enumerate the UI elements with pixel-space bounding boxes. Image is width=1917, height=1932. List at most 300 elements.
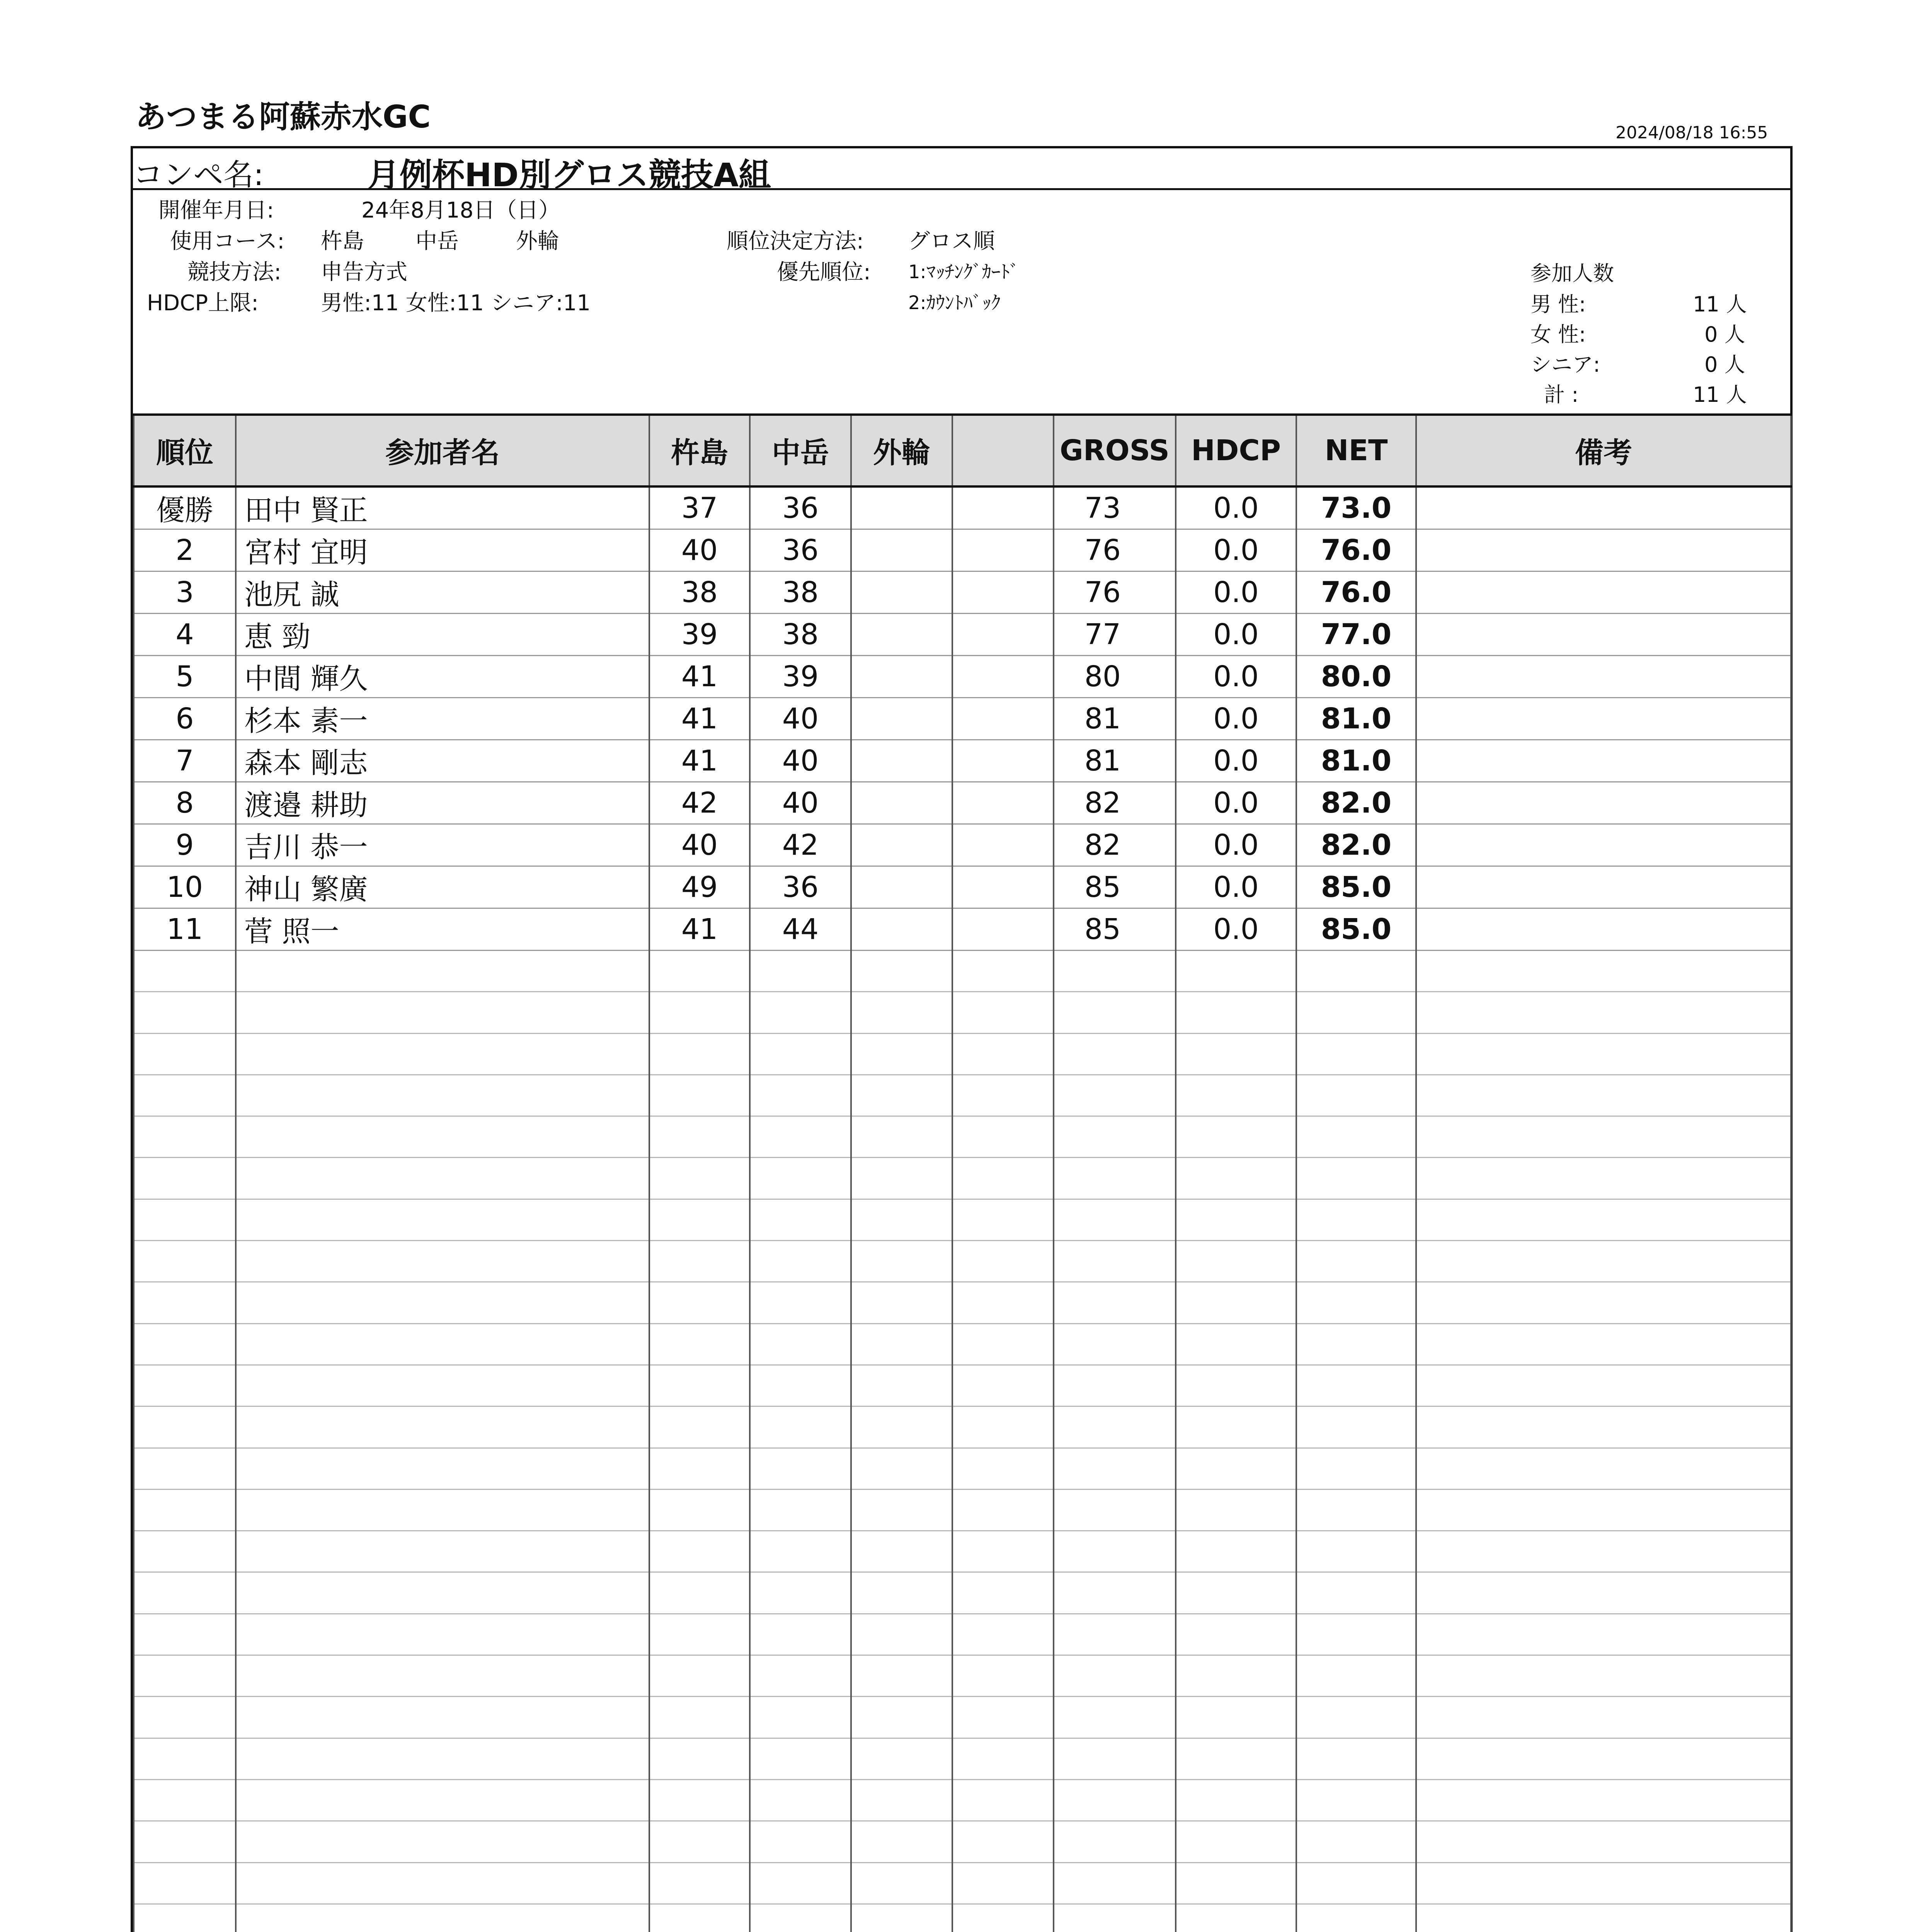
course-3-score (851, 1448, 952, 1489)
remarks-cell (1416, 740, 1791, 782)
empty-row (134, 1448, 1791, 1489)
name-cell (236, 1199, 649, 1240)
hdcp-value (1176, 1572, 1296, 1614)
empty-row (134, 1323, 1791, 1365)
net-score (1296, 1697, 1416, 1738)
name-cell: 杉本 素一 (236, 698, 649, 740)
net-score (1296, 1655, 1416, 1697)
gross-score (1054, 1075, 1176, 1116)
total-count: 11 人 (1693, 383, 1747, 407)
name-cell (236, 1821, 649, 1862)
name-cell (236, 1572, 649, 1614)
course-1-score (649, 1075, 750, 1116)
course-3-score (851, 1158, 952, 1199)
course-2-score (750, 1614, 851, 1655)
hdcp-value (1176, 1323, 1296, 1365)
course-1-score (649, 1448, 750, 1489)
gross-score (1054, 1862, 1176, 1904)
blank-cell (952, 571, 1054, 614)
remarks-cell (1416, 1821, 1791, 1862)
blank-cell (952, 740, 1054, 782)
date-label: 開催年月日: (158, 198, 274, 223)
blank-cell (952, 1158, 1054, 1199)
blank-cell (952, 1075, 1054, 1116)
net-score (1296, 1158, 1416, 1199)
name-cell (236, 1406, 649, 1448)
blank-cell (952, 951, 1054, 992)
blank-cell (952, 656, 1054, 698)
course-2: 中岳 (415, 229, 459, 254)
empty-row (134, 992, 1791, 1033)
hdcp-value (1176, 1406, 1296, 1448)
course-label: 使用コース: (170, 229, 285, 254)
course-1-score (649, 1779, 750, 1821)
net-score: 82.0 (1296, 824, 1416, 866)
name-cell (236, 1282, 649, 1323)
net-score: 85.0 (1296, 908, 1416, 951)
hdcp-value (1176, 1655, 1296, 1697)
course-3-score (851, 740, 952, 782)
gross-score: 82 (1054, 782, 1176, 824)
empty-row (134, 1655, 1791, 1697)
empty-row (134, 1821, 1791, 1862)
net-score (1296, 1323, 1416, 1365)
course-1-score (649, 1116, 750, 1158)
course-2-score: 39 (750, 656, 851, 698)
blank-cell (952, 1241, 1054, 1282)
net-score (1296, 1075, 1416, 1116)
gross-score: 73 (1054, 486, 1176, 529)
remarks-cell (1416, 782, 1791, 824)
course-3-score (851, 1655, 952, 1697)
course-1-score: 41 (649, 740, 750, 782)
senior-label: シニア: (1531, 352, 1600, 377)
gross-score (1054, 1779, 1176, 1821)
course-2-score (750, 1448, 851, 1489)
rank-cell (134, 1365, 236, 1406)
rank-cell (134, 1241, 236, 1282)
name-cell (236, 992, 649, 1033)
name-cell: 吉川 恭一 (236, 824, 649, 866)
course-1-score (649, 1821, 750, 1862)
gross-score (1054, 1821, 1176, 1862)
remarks-cell (1416, 866, 1791, 908)
rank-cell (134, 1738, 236, 1779)
net-score (1296, 1116, 1416, 1158)
course-2-score (750, 1738, 851, 1779)
course-2-score (750, 1116, 851, 1158)
course-2-score (750, 1199, 851, 1240)
course-3-score (851, 486, 952, 529)
remarks-cell (1416, 486, 1791, 529)
name-cell (236, 1904, 649, 1932)
gross-score: 85 (1054, 866, 1176, 908)
hdcp-value: 0.0 (1176, 529, 1296, 571)
blank-cell (952, 1614, 1054, 1655)
name-cell: 神山 繁廣 (236, 866, 649, 908)
net-score (1296, 1448, 1416, 1489)
course-2-score (750, 951, 851, 992)
gross-score: 85 (1054, 908, 1176, 951)
net-score (1296, 1904, 1416, 1932)
course-1-score: 41 (649, 908, 750, 951)
rank-cell (134, 1531, 236, 1572)
remarks-cell (1416, 1158, 1791, 1199)
competition-name: 月例杯HD別グロス競技A組 (367, 156, 771, 194)
gross-score (1054, 1655, 1176, 1697)
name-cell: 宮村 宜明 (236, 529, 649, 571)
rank-cell (134, 1158, 236, 1199)
course-1-score (649, 1489, 750, 1531)
name-cell: 池尻 誠 (236, 571, 649, 614)
hdcp-value: 0.0 (1176, 824, 1296, 866)
course-1: 杵島 (321, 229, 364, 254)
blank-cell (952, 1282, 1054, 1323)
course-2-score (750, 1655, 851, 1697)
hdcp-value (1176, 1241, 1296, 1282)
remarks-cell (1416, 656, 1791, 698)
hdcp-value (1176, 992, 1296, 1033)
net-score: 80.0 (1296, 656, 1416, 698)
total-label: 計 : (1544, 383, 1579, 407)
course-2-score: 42 (750, 824, 851, 866)
senior-count: 0 人 (1704, 352, 1745, 377)
course-1-score: 41 (649, 656, 750, 698)
header-course-2: 中岳 (750, 415, 851, 486)
gross-score (1054, 951, 1176, 992)
net-score (1296, 992, 1416, 1033)
course-1-score: 42 (649, 782, 750, 824)
hdcp-value (1176, 1282, 1296, 1323)
empty-row (134, 1116, 1791, 1158)
empty-row (134, 1241, 1791, 1282)
course-2-score (750, 1697, 851, 1738)
gross-score (1054, 1531, 1176, 1572)
hdcp-value (1176, 1075, 1296, 1116)
empty-row (134, 1365, 1791, 1406)
net-score: 85.0 (1296, 866, 1416, 908)
gross-score (1054, 1282, 1176, 1323)
hdcp-value (1176, 951, 1296, 992)
competition-label: コンペ名: (133, 158, 264, 192)
course-3-score (851, 1282, 952, 1323)
remarks-cell (1416, 1572, 1791, 1614)
rank-cell (134, 1075, 236, 1116)
net-score (1296, 1406, 1416, 1448)
remarks-cell (1416, 1614, 1791, 1655)
remarks-cell (1416, 1738, 1791, 1779)
gross-score (1054, 1697, 1176, 1738)
net-score (1296, 1821, 1416, 1862)
rank-cell (134, 1199, 236, 1240)
course-3-score (851, 1614, 952, 1655)
empty-row (134, 951, 1791, 992)
course-2-score (750, 1821, 851, 1862)
rank-cell (134, 1697, 236, 1738)
rank-cell (134, 1779, 236, 1821)
course-1-score: 38 (649, 571, 750, 614)
course-2-score (750, 1904, 851, 1932)
blank-cell (952, 1448, 1054, 1489)
course-2-score (750, 1862, 851, 1904)
blank-cell (952, 992, 1054, 1033)
hdcp-value (1176, 1904, 1296, 1932)
blank-cell (952, 614, 1054, 656)
course-3-score (851, 1033, 952, 1075)
rank-cell: 10 (134, 866, 236, 908)
name-cell: 中間 輝久 (236, 656, 649, 698)
remarks-cell (1416, 1323, 1791, 1365)
blank-cell (952, 1572, 1054, 1614)
course-2-score (750, 1779, 851, 1821)
net-score: 81.0 (1296, 698, 1416, 740)
rank-cell (134, 1904, 236, 1932)
course-3-score (851, 824, 952, 866)
blank-cell (952, 1116, 1054, 1158)
remarks-cell (1416, 951, 1791, 992)
course-3: 外輪 (516, 229, 559, 254)
course-3-score (851, 1241, 952, 1282)
course-3-score (851, 1199, 952, 1240)
course-3-score (851, 1365, 952, 1406)
gross-score: 82 (1054, 824, 1176, 866)
gross-score (1054, 1158, 1176, 1199)
blank-cell (952, 1697, 1054, 1738)
remarks-cell (1416, 529, 1791, 571)
rank-cell: 5 (134, 656, 236, 698)
participants-title: 参加人数 (1531, 261, 1614, 286)
course-1-score (649, 1614, 750, 1655)
course-3-score (851, 656, 952, 698)
course-2-score: 36 (750, 866, 851, 908)
gross-score: 81 (1054, 698, 1176, 740)
table-row (134, 529, 1791, 571)
rank-cell: 7 (134, 740, 236, 782)
remarks-cell (1416, 614, 1791, 656)
gross-score: 76 (1054, 571, 1176, 614)
empty-row (134, 1862, 1791, 1904)
empty-row (134, 1904, 1791, 1932)
course-1-score: 49 (649, 866, 750, 908)
gross-score (1054, 1116, 1176, 1158)
table-row (134, 740, 1791, 782)
gross-score (1054, 1241, 1176, 1282)
gross-score: 76 (1054, 529, 1176, 571)
rank-cell: 11 (134, 908, 236, 951)
rank-cell: 3 (134, 571, 236, 614)
header-name: 参加者名 (236, 415, 649, 486)
remarks-cell (1416, 1655, 1791, 1697)
blank-cell (952, 1365, 1054, 1406)
course-2-score (750, 1158, 851, 1199)
net-score (1296, 1738, 1416, 1779)
priority-label: 優先順位: (777, 260, 871, 285)
blank-cell (952, 866, 1054, 908)
net-score: 77.0 (1296, 614, 1416, 656)
empty-row (134, 1406, 1791, 1448)
remarks-cell (1416, 698, 1791, 740)
course-3-score (851, 1531, 952, 1572)
course-3-score (851, 1116, 952, 1158)
remarks-cell (1416, 1365, 1791, 1406)
name-cell (236, 1531, 649, 1572)
net-score (1296, 1531, 1416, 1572)
course-2-score (750, 1241, 851, 1282)
hdcp-value: 0.0 (1176, 571, 1296, 614)
empty-row (134, 1158, 1791, 1199)
rank-cell (134, 1033, 236, 1075)
course-3-score (851, 698, 952, 740)
net-score (1296, 1862, 1416, 1904)
net-score (1296, 1199, 1416, 1240)
name-cell (236, 1489, 649, 1531)
remarks-cell (1416, 1075, 1791, 1116)
gross-score (1054, 1033, 1176, 1075)
course-1-score: 41 (649, 698, 750, 740)
male-label: 男 性: (1531, 292, 1586, 316)
blank-cell (952, 1779, 1054, 1821)
course-2-score: 40 (750, 782, 851, 824)
table-row (134, 698, 1791, 740)
net-score (1296, 1282, 1416, 1323)
name-cell: 菅 照一 (236, 908, 649, 951)
method-label: 競技方法: (187, 260, 281, 285)
results-body (134, 486, 1791, 1932)
course-1-score (649, 1158, 750, 1199)
header-net: NET (1296, 415, 1416, 486)
name-cell (236, 1033, 649, 1075)
net-score: 81.0 (1296, 740, 1416, 782)
hdcp-value (1176, 1821, 1296, 1862)
table-row (134, 866, 1791, 908)
header-gross: GROSS (1054, 415, 1176, 486)
hdcp-value (1176, 1697, 1296, 1738)
rank-cell (134, 1572, 236, 1614)
name-cell (236, 1241, 649, 1282)
hdcp-limit-label: HDCP上限: (147, 291, 259, 316)
course-1-score: 37 (649, 486, 750, 529)
table-row (134, 656, 1791, 698)
name-cell (236, 1448, 649, 1489)
remarks-cell (1416, 1241, 1791, 1282)
course-3-score (851, 1821, 952, 1862)
net-score (1296, 1572, 1416, 1614)
ranking-method-label: 順位決定方法: (727, 229, 864, 254)
hdcp-value (1176, 1365, 1296, 1406)
remarks-cell (1416, 1904, 1791, 1932)
net-score (1296, 1365, 1416, 1406)
course-1-score (649, 1738, 750, 1779)
empty-row (134, 1572, 1791, 1614)
blank-cell (952, 486, 1054, 529)
course-3-score (851, 614, 952, 656)
empty-row (134, 1199, 1791, 1240)
name-cell (236, 1697, 649, 1738)
remarks-cell (1416, 1199, 1791, 1240)
empty-row (134, 1033, 1791, 1075)
header-hdcp: HDCP (1176, 415, 1296, 486)
remarks-cell (1416, 1862, 1791, 1904)
gross-score (1054, 1199, 1176, 1240)
remarks-cell (1416, 571, 1791, 614)
course-1-score (649, 1531, 750, 1572)
net-score: 73.0 (1296, 486, 1416, 529)
course-2-score: 44 (750, 908, 851, 951)
club-name: あつまる阿蘇赤水GC (135, 99, 431, 135)
remarks-cell (1416, 1531, 1791, 1572)
hdcp-value (1176, 1199, 1296, 1240)
blank-cell (952, 782, 1054, 824)
priority-2: 2:ｶｳﾝﾄﾊﾞｯｸ (908, 292, 1001, 314)
table-row (134, 486, 1791, 529)
blank-cell (952, 1904, 1054, 1932)
name-cell (236, 1614, 649, 1655)
blank-cell (952, 1862, 1054, 1904)
blank-cell (952, 1406, 1054, 1448)
rank-cell: 4 (134, 614, 236, 656)
course-1-score (649, 1904, 750, 1932)
rank-cell: 8 (134, 782, 236, 824)
table-row (134, 571, 1791, 614)
male-count: 11 人 (1693, 292, 1747, 316)
printed-timestamp: 2024/08/18 16:55 (1616, 123, 1768, 143)
hdcp-value (1176, 1158, 1296, 1199)
rank-cell: 9 (134, 824, 236, 866)
hdcp-value: 0.0 (1176, 656, 1296, 698)
hdcp-value (1176, 1116, 1296, 1158)
empty-row (134, 1531, 1791, 1572)
name-cell (236, 1779, 649, 1821)
blank-cell (952, 529, 1054, 571)
rank-cell (134, 1282, 236, 1323)
net-score: 82.0 (1296, 782, 1416, 824)
female-label: 女 性: (1531, 322, 1586, 347)
header-course-3: 外輪 (851, 415, 952, 486)
net-score (1296, 1614, 1416, 1655)
name-cell (236, 1365, 649, 1406)
remarks-cell (1416, 1779, 1791, 1821)
hdcp-value (1176, 1614, 1296, 1655)
priority-1: 1:ﾏｯﾁﾝｸﾞｶｰﾄﾞ (908, 261, 1019, 283)
remarks-cell (1416, 1406, 1791, 1448)
gross-score (1054, 1448, 1176, 1489)
empty-row (134, 1697, 1791, 1738)
rank-cell: 優勝 (134, 486, 236, 529)
rank-cell (134, 1406, 236, 1448)
gross-score (1054, 1904, 1176, 1932)
gross-score (1054, 1406, 1176, 1448)
hdcp-value: 0.0 (1176, 866, 1296, 908)
name-cell (236, 1075, 649, 1116)
course-3-score (851, 1406, 952, 1448)
course-2-score (750, 1033, 851, 1075)
hdcp-value (1176, 1862, 1296, 1904)
rank-cell (134, 951, 236, 992)
course-2-score: 38 (750, 571, 851, 614)
empty-row (134, 1614, 1791, 1655)
course-2-score (750, 1365, 851, 1406)
course-2-score (750, 1075, 851, 1116)
course-3-score (851, 1738, 952, 1779)
course-2-score (750, 1323, 851, 1365)
course-1-score (649, 1323, 750, 1365)
rank-cell (134, 1323, 236, 1365)
table-row (134, 824, 1791, 866)
course-2-score (750, 1282, 851, 1323)
blank-cell (952, 1489, 1054, 1531)
name-cell (236, 951, 649, 992)
rank-cell (134, 1655, 236, 1697)
